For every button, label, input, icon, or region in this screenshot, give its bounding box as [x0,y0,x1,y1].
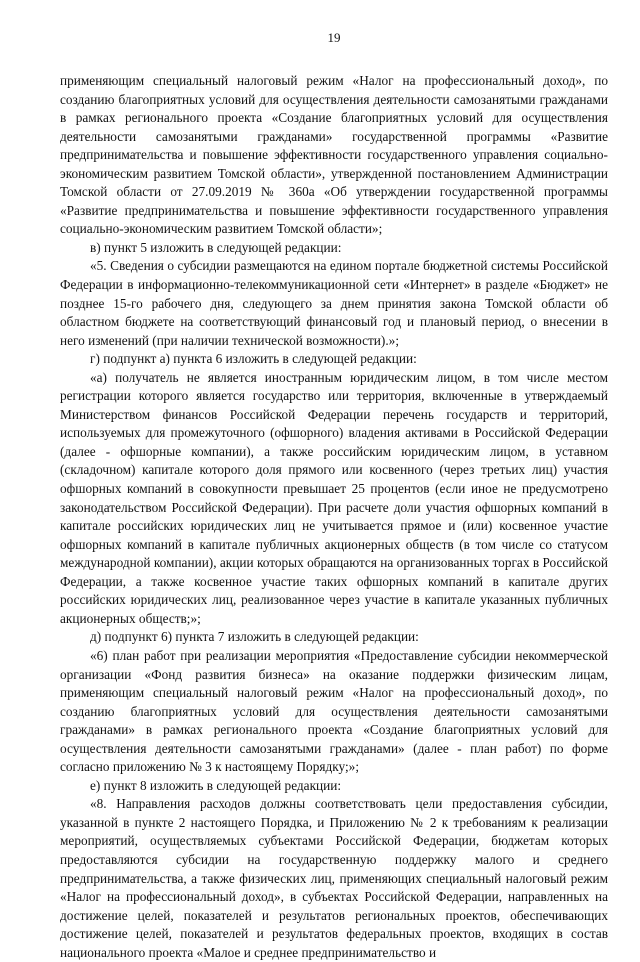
paragraph-item-d: д) подпункт 6) пункта 7 изложить в следующей редакции: [90,629,419,645]
paragraph-point-8: «8. Направления расходов должны соответствовать цели предоставления субсидии, указанной в пункте 2 настоящего Порядка, и Приложению № 2 к требованиям к реализации мероприятий, осуществляемых субъектами Российской Федерации, бюджетам которых предоставляются субсидии на государственную поддержку малого и среднего предпринимательства, а также физических лиц, применяющих специальный налоговый режим «Налог на профессиональный доход», в субъектах Российской Федерации, направленных на достижение целей, показателей и результатов региональных проектов, обеспечивающих достижение целей, показателей и результатов федеральных проектов, входящих в состав национального проекта «Малое и среднее предпринимательство и [60,796,608,960]
document-body [60,72,608,962]
paragraph-subpoint-6: «6) план работ при реализации мероприятия «Предоставление субсидии некоммерческой организации «Фонд развития бизнеса» на оказание поддержки физическим лицам, применяющим специальный налоговый режим «Налог на профессиональный доход», по созданию благоприятных условий для осуществления деятельности самозанятыми гражданами» в рамках регионального проекта «Создание благоприятных условий для осуществления деятельности самозанятыми гражданами» (далее - план работ) по форме согласно приложению № 3 к настоящему Порядку;»; [60,647,608,775]
paragraph-item-v: в) пункт 5 изложить в следующей редакции: [90,239,342,255]
paragraph-continuation: применяющим специальный налоговый режим «Налог на профессиональный доход», по созданию благоприятных условий для осуществления деятельности самозанятыми гражданами в рамках регионального проекта «Создание благоприятных условий для осуществления деятельности самозанятыми гражданами» государственной программы «Развитие предпринимательства и повышение эффективности государственного управления социально-экономическим развитием Томской области», утвержденной постановлением Администрации Томской области от 27.09.2019 № 360а «Об утверждении государственной программы «Развитие предпринимательства и повышение эффективности государственного управления социально-экономическим развитием Томской области»; [60,73,608,237]
paragraph-point-5: «5. Сведения о субсидии размещаются на едином портале бюджетной системы Российской Федерации в информационно-телекоммуникационной сети «Интернет» в разделе «Бюджет» не позднее 15-го рабочего дня, следующего за днем принятия закона Томской области об областном бюджете на соответствующий финансовый год и плановый период, о внесении в него изменений (при наличии технической возможности).»; [60,258,608,348]
paragraph-subpoint-a: «а) получатель не является иностранным юридическим лицом, в том числе местом регистрации которого является государство или территория, включенные в утверждаемый Министерством финансов Российской Федерации перечень государств и территорий, используемых для промежуточного (офшорного) владения активами в Российской Федерации (далее - офшорные компании), а также российским юридическим лицом, в уставном (складочном) капитале которого доля прямого или косвенного (через третьих лиц) участия офшорных компаний в совокупности превышает 25 процентов (если иное не предусмотрено законодательством Российской Федерации). При расчете доли участия офшорных компаний в капитале российских юридических лиц не учитывается прямое и (или) косвенное участие офшорных компаний в капитале публичных акционерных обществ (в том числе со статусом международной компании), акции которых обращаются на организованных торгах в Российской Федерации, а также косвенное участие таких офшорных компаний в капитале других российских юридических лиц, реализованное через участие в капитале указанных публичных акционерных обществ;»; [60,369,608,626]
paragraph-item-g: г) подпункт а) пункта 6 изложить в следующей редакции: [90,351,417,367]
page-number: 19 [327,30,341,45]
paragraph-item-e: е) пункт 8 изложить в следующей редакции: [90,777,342,793]
